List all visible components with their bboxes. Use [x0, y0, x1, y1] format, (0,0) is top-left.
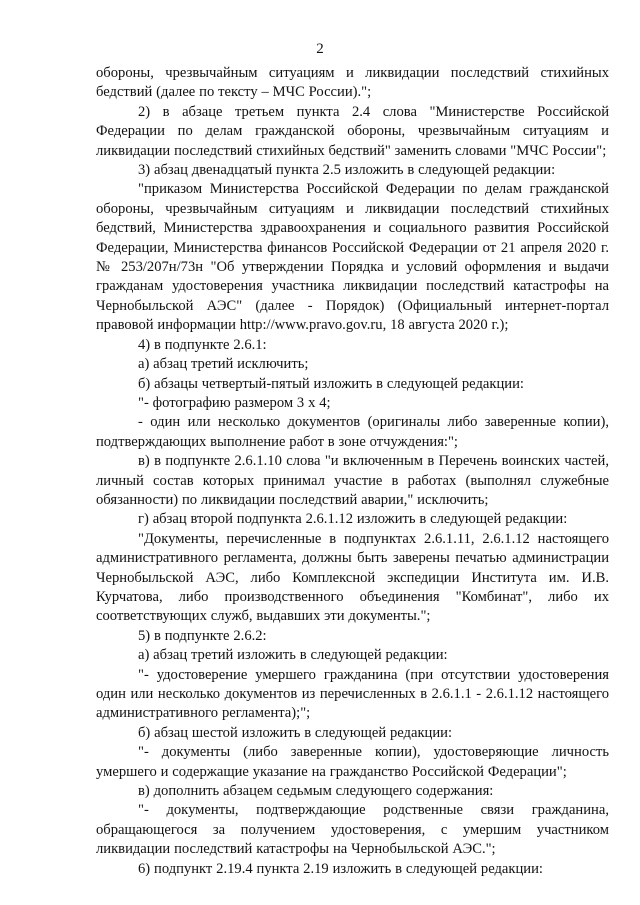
paragraph-subitem-v: в) в подпункте 2.6.1.10 слова "и включенным в Перечень воинских частей, личный состав которых принимал участие в работах (выполнял служебные обязанности) по ликвидации последствий аварии," исключить;: [96, 453, 609, 508]
page-number: 2: [316, 41, 324, 57]
paragraph-item-2: 2) в абзаце третьем пункта 2.4 слова "Министерстве Российской Федерации по делам гражданской обороны, чрезвычайным ситуациям и ликвидации последствий стихийных бедствий" заменить словами "МЧС России";: [96, 103, 609, 159]
paragraph-quote-certificate: "- удостоверение умершего гражданина (при отсутствии удостоверения один или несколько документов из перечисленных в 2.6.1.1 - 2.6.1.12 настоящего административного регламента);";: [96, 666, 609, 722]
paragraph-item-5: 5) в подпункте 2.6.2:: [138, 627, 267, 644]
paragraph-subitem-b: б) абзацы четвертый-пятый изложить в следующей редакции:: [138, 375, 524, 392]
paragraph-continuation: обороны, чрезвычайным ситуациям и ликвидации последствий стихийных бедствий (далее по тексту – МЧС России).";: [96, 65, 609, 101]
paragraph-item-3: 3) абзац двенадцатый пункта 2.5 изложить в следующей редакции:: [138, 162, 556, 179]
paragraph-item-6: 6) подпункт 2.19.4 пункта 2.19 изложить в следующей редакции:: [138, 860, 543, 877]
paragraph-subitem-g: г) абзац второй подпункта 2.6.1.12 изложить в следующей редакции:: [138, 511, 568, 528]
paragraph-quote-identity: "- документы (либо заверенные копии), удостоверяющие личность умершего и содержащие указание на гражданство Российской Федерации";: [96, 744, 609, 780]
paragraph-quote-documents: - один или несколько документов (оригиналы либо заверенные копии), подтверждающих выполнение работ в зоне отчуждения:";: [96, 414, 609, 450]
paragraph-quote-photo: "- фотографию размером 3 х 4;: [138, 394, 331, 411]
document-body: [96, 64, 609, 879]
paragraph-subitem-a-2: а) абзац третий изложить в следующей редакции:: [138, 647, 448, 664]
paragraph-item-4: 4) в подпункте 2.6.1:: [138, 336, 267, 353]
paragraph-subitem-v-2: в) дополнить абзацем седьмым следующего содержания:: [138, 783, 494, 800]
paragraph-subitem-b-2: б) абзац шестой изложить в следующей редакции:: [138, 724, 453, 741]
paragraph-quote-certified: "Документы, перечисленные в подпунктах 2.6.1.11, 2.6.1.12 настоящего административного регламента, должны быть заверены печатью администрации Чернобыльской АЭС, либо Комплексной экспедиции Института им. И.В. Курчатова, либо производственного объединения "Комбинат", либо их соответствующих служб, выдавших эти документы.";: [96, 530, 609, 625]
paragraph-subitem-a: а) абзац третий исключить;: [138, 356, 309, 373]
paragraph-quote-order: "приказом Министерства Российской Федерации по делам гражданской обороны, чрезвычайным ситуациям и ликвидации последствий стихийных бедствий, Министерства здравоохранения и социального развития Российской Федерации, Министерства финансов Российской Федерации от 21 апреля 2020 г. № 253/207н/73н "Об утверждении Порядка и условий оформления и выдачи гражданам удостоверения участника ликвидации последствий катастрофы на Чернобыльской АЭС" (далее - Порядок) (Официальный интернет-портал правовой информации http://www.pravo.gov.ru, 18 августа 2020 г.);: [96, 181, 609, 334]
paragraph-quote-kinship: "- документы, подтверждающие родственные связи гражданина, обращающегося за получением удостоверения, с умершим участником ликвидации последствий катастрофы на Чернобыльской АЭС.";: [96, 802, 609, 858]
